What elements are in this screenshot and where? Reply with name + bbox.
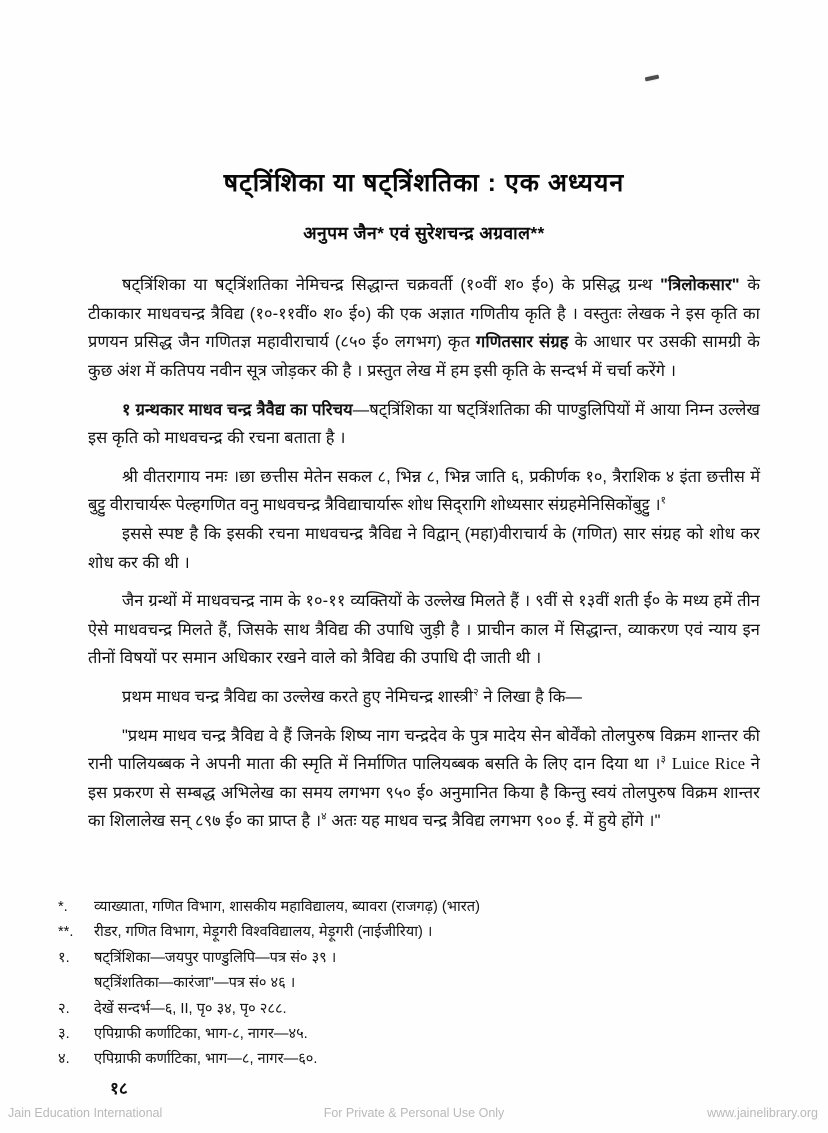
intro-text-mid: के टीकाकार माधवचन्द्र त्रैविद्य (१०-११वीं० श० ई०) की एक अज्ञात गणितीय कृति है । वस्तुतः लेखक ने इस कृति का प्रणयन प्रसिद्ध जैन गणितज्ञ महावीराचार्य (८५० ई० लगभग) कृत (88, 276, 761, 352)
footnote-text: व्याख्याता, गणित विभाग, शासकीय महाविद्यालय, ब्यावरा (राजगढ़) (भारत) (94, 899, 480, 915)
page-number: १८ (110, 1079, 128, 1098)
nemichandra-intro-text: प्रथम माधव चन्द्र त्रैविद्य का उल्लेख करते हुए नेमिचन्द्र शास्त्री (122, 687, 474, 706)
footnote-ref-2[interactable]: २ (473, 686, 479, 699)
paragraph-madhavchandra-count (88, 587, 760, 673)
reference-name-luice-rice: Luice Rice (671, 754, 746, 774)
footnotes-block (58, 895, 758, 1073)
footnote-ref-3[interactable]: ३ (660, 753, 667, 766)
nemichandra-intro-tail: ने लिखा है कि— (478, 687, 582, 706)
footnote-item (58, 997, 758, 1022)
section-heading-dash: — (352, 400, 370, 419)
section-1-text: षट्‌त्रिंशिका या षट्‌त्रिंशतिका की पाण्डुलिपियों में आया निम्न उल्लेख इस कृति को माधवचन्द्र की रचना बताता है । (88, 400, 760, 448)
section-heading-1: १ ग्रन्थकार माधव चन्द्र त्रैवैद्य का परिचय (122, 400, 353, 419)
intro-text-end: के आधार पर उसकी सामग्री के कुछ अंश में कतिपय नवीन सूत्र जोड़कर की है । प्रस्तुत लेख में हम इसी कृति के सन्दर्भ में चर्चा करेंगे । (88, 333, 760, 381)
footnote-ref-1[interactable]: १ (660, 494, 666, 507)
footnote-text: षट्‌त्रिंशिका—जयपुर पाण्डुलिपि—पत्र सं० ३९ । (94, 949, 337, 966)
footnote-marker: ३. (58, 1026, 70, 1043)
page-content (88, 0, 760, 836)
footnote-item (58, 1047, 758, 1072)
page-title: षट्‌त्रिंशिका या षट्‌त्रिंशतिका : एक अध्ययन (223, 169, 625, 197)
footnote-text: एपिग्राफी कर्णाटिका, भाग-८, नागर—४५. (94, 1026, 308, 1043)
paragraph-quote-explanation (88, 520, 760, 577)
paragraph-sanskrit-quote (88, 463, 760, 520)
footnote-text: रीडर, गणित विभाग, मेड़ूगरी विश्वविद्यालय, मेड़ूगरी (नाईजीरिया) । (94, 924, 433, 941)
quote-explanation-text: इससे स्पष्ट है कि इसकी रचना माधवचन्द्र त्रैविद्य ने विद्वान् (महा)वीराचार्य के (गणित) सार संग्रह को शोध कर शोध कर की थी । (88, 525, 760, 572)
intro-text-lead: षट्‌त्रिंशिका या षट्‌त्रिंशतिका नेमिचन्द्र सिद्धान्त चक्रवर्ती (१०वीं श० ई०) के प्रसिद्ध ग्रन्थ (122, 276, 661, 295)
footnote-text: एपिग्राफी कर्णाटिका, भाग—८, नागर—६०. (94, 1051, 318, 1068)
footnote-marker: *. (58, 899, 68, 915)
paragraph-section-1 (88, 396, 760, 453)
footnote-item (58, 895, 758, 920)
page-footer (0, 1093, 828, 1133)
footnote-marker: ४. (58, 1051, 70, 1068)
paragraph-intro (88, 271, 760, 385)
footnote-marker: **. (58, 924, 74, 941)
footnote-item (58, 920, 758, 945)
footnote-marker: २. (58, 1000, 70, 1017)
footer-center-text: For Private & Personal Use Only (323, 1106, 505, 1120)
blockquote-part-3: ने इस प्रकरण से सम्बद्ध अभिलेख का समय लगभग ९५० ई० अनुमानित किया है किन्तु स्वयं तोलपुरुष विक्रम शान्तर का शिलालेख सन् ८९७ ई० का प्राप्त है । (88, 755, 760, 831)
article-body (88, 271, 760, 836)
title-trilokasar: "त्रिलोकसार" (660, 276, 740, 295)
footnote-item (58, 946, 758, 971)
blockquote-part-4: अतः यह माधव चन्द्र त्रैविद्य लगभग ९०० ई. में हुये होंगे ।" (326, 812, 661, 831)
paragraph-nemichandra-intro (88, 683, 760, 712)
madhavchandra-count-text: जैन ग्रन्थों में माधवचन्द्र नाम के १०-११ व्यक्तियों के उल्लेख मिलते हैं । ९वीं से १३वीं शती ई० के मध्य हमें तीन ऐसे माधवचन्द्र मिलते हैं, जिसके साथ त्रैविद्य की उपाधि जुड़ी है । प्राचीन काल में सिद्धान्त, व्याकरण एवं न्याय इन तीनों विषयों पर समान अधिकार रखने वाले को त्रैविद्य की उपाधि दी जाती थी । (88, 592, 760, 668)
footnote-text: देखें सन्दर्भ—६, II, पृ० ३४, पृ० २८८. (94, 1000, 287, 1017)
footer-website-link[interactable]: www.jainelibrary.org (707, 1106, 818, 1120)
footnote-continuation: षट्‌त्रिंशतिका—कारंजा"—पत्र सं० ४६ । (94, 975, 296, 992)
paragraph-blockquote (88, 722, 760, 836)
sanskrit-quote-text: श्री वीतरागाय नमः ।छा छत्तीस मेतेन सकल ८, भिन्न ८, भिन्न जाति ६, प्रकीर्णक १०, त्रैराशिक ४ इंता छत्तीस में बुट्टु वीराचार्यरू पेल्हगणित वनु माधवचन्द्र त्रैविद्याचार्यारू शोध सिद्‌रागि शोध्यसार संग्रहमेनिसिकोंबुट्टु । (88, 467, 760, 515)
footnote-marker: १. (58, 949, 70, 966)
blockquote-part-1: "प्रथम माधव चन्द्र त्रैविद्य वे हैं जिनके शिष्य नाग चन्द्रदेव के पुत्र मादेय सेन बोर्वेंको तोलपुरुष विक्रम शान्तर की रानी पालियब्बक ने अपनी माता की स्मृति में निर्माणित पालियब्बक बसति के लिए दान दिया था । (88, 726, 760, 774)
footer-left-text: Jain Education International (8, 1106, 163, 1120)
author-line: अनुपम जैन* एवं सुरेशचन्द्र अग्रवाल** (303, 223, 545, 244)
title-ganitasar-sangrah: गणितसार संग्रह (476, 333, 569, 352)
footnote-item (58, 1022, 758, 1047)
footnote-ref-4[interactable]: ४ (321, 810, 327, 823)
